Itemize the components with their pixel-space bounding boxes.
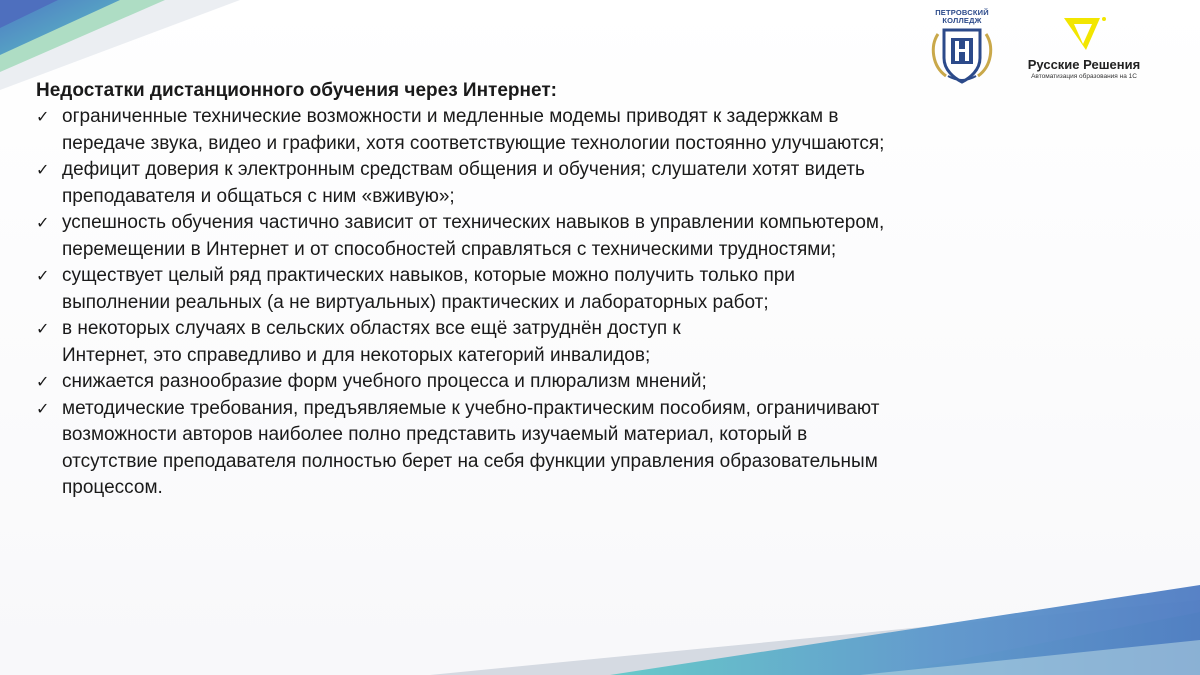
- list-item: [36, 369, 1056, 396]
- check-icon: ✓: [36, 107, 50, 126]
- disadvantages-list: [36, 104, 1056, 502]
- college-name-text: ПЕТРОВСКИЙ КОЛЛЕДЖ: [935, 8, 989, 25]
- list-item: [36, 104, 1056, 157]
- check-icon: ✓: [36, 372, 50, 391]
- partner-name: Русские Решения: [1027, 57, 1141, 72]
- item-line: процессом.: [62, 477, 163, 498]
- item-line: в некоторых случаях в сельских областях все ещё затруднён доступ к: [62, 318, 681, 339]
- russkie-resheniya-logo-icon: [1062, 14, 1108, 54]
- item-line: дефицит доверия к электронным средствам общения и обучения; слушатели хотят видеть: [62, 159, 865, 180]
- list-item: [36, 157, 1056, 210]
- slide-content: [36, 78, 1056, 502]
- check-icon: ✓: [36, 319, 50, 338]
- item-line: перемещении в Интернет и от способностей справляться с техническими трудностями;: [62, 238, 837, 260]
- item-line: ограниченные технические возможности и медленные модемы приводят к задержкам в: [62, 106, 839, 127]
- check-icon: ✓: [36, 398, 50, 418]
- list-item: [36, 316, 1056, 369]
- college-crest-icon: [924, 10, 1000, 86]
- check-icon: ✓: [36, 266, 50, 285]
- item-line: снижается разнообразие форм учебного процесса и плюрализм мнений;: [62, 371, 707, 392]
- check-icon: ✓: [36, 160, 50, 179]
- item-line: существует целый ряд практических навыков, которые можно получить только при: [62, 265, 795, 286]
- item-line: отсутствие преподавателя полностью берет на себя функции управления образовательным: [62, 450, 878, 472]
- item-line: преподавателя и общаться с ним «вживую»;: [62, 185, 455, 207]
- item-line: возможности авторов наиболее полно представить изучаемый материал, который в: [62, 424, 808, 445]
- list-item: [36, 396, 1056, 502]
- item-line: успешность обучения частично зависит от технических навыков в управлении компьютером,: [62, 212, 885, 233]
- slide-heading: Недостатки дистанционного обучения через Интернет:: [36, 80, 557, 101]
- list-item: [36, 210, 1056, 263]
- item-line: передаче звука, видео и графики, хотя соответствующие технологии постоянно улучшаются;: [62, 132, 885, 154]
- item-line: методические требования, предъявляемые к учебно-практическим пособиям, ограничивают: [62, 397, 880, 419]
- item-line: Интернет, это справедливо и для некоторых категорий инвалидов;: [62, 344, 651, 366]
- item-line: выполнении реальных (а не виртуальных) практических и лабораторных работ;: [62, 291, 769, 313]
- check-icon: ✓: [36, 213, 50, 232]
- list-item: [36, 263, 1056, 316]
- partner-tagline: Автоматизация образования на 1С: [1031, 73, 1137, 80]
